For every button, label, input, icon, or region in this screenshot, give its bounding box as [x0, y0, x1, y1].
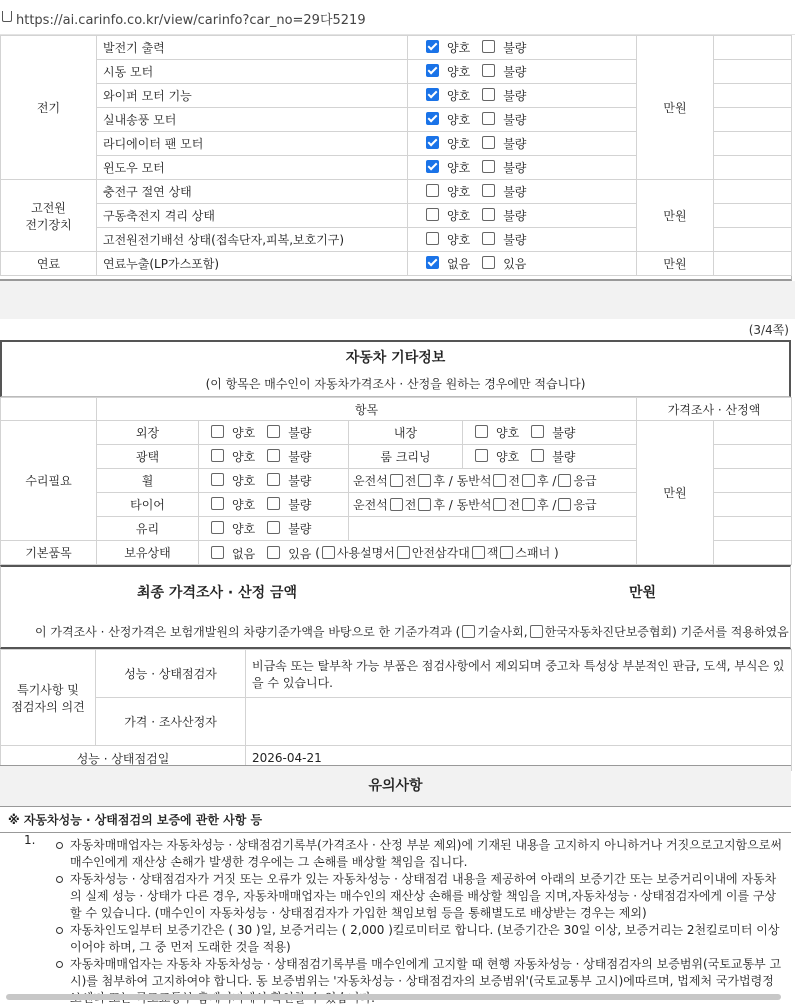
final-price-note: 이 가격조사 · 산정가격은 보험개발원의 차량기준가액을 바탕으로 한 기준가격과 ( 기술사회, 한국자동차진단보증협회) 기준서를 적용하였음: [35, 625, 789, 639]
inspector-label: 성능 · 상태점검자: [96, 650, 246, 698]
col-header-price: 가격조사 · 산정액: [637, 398, 792, 421]
col-header-item: 항목: [97, 398, 637, 421]
item-label: 실내송풍 모터: [97, 108, 408, 132]
item-label: 윈도우 모터: [97, 156, 408, 180]
appraiser-label: 가격 · 조사산정자: [96, 698, 246, 746]
category-electric: 전기: [1, 36, 97, 180]
checkbox-bad[interactable]: [531, 425, 544, 438]
checkbox-good[interactable]: [426, 184, 439, 197]
tire-position-options: 운전석 전 후 / 동반석 전 후 / 응급: [349, 493, 637, 517]
item-label: 와이퍼 모터 기능: [97, 84, 408, 108]
option-cell: 양호 불량: [408, 180, 637, 204]
table-row: 타이어 양호 불량 운전석 전 후 / 동반석 전 후 / 응급: [1, 493, 792, 517]
final-price-title: 최종 가격조사 · 산정 금액: [137, 585, 298, 601]
price-cell: [714, 445, 792, 469]
checkbox-bad[interactable]: [482, 64, 495, 77]
table-row: [1, 398, 792, 421]
browser-address-bar[interactable]: [0, 0, 795, 35]
table-row: [1, 180, 792, 204]
option-cell: 양호 불량: [408, 228, 637, 252]
final-price-section: [0, 565, 791, 649]
caution-section: [0, 765, 791, 1007]
checkbox-exist[interactable]: [267, 546, 280, 559]
repair-needed-label: 수리필요: [1, 421, 97, 541]
checkbox-good[interactable]: [211, 425, 224, 438]
price-cell: [714, 156, 792, 180]
appraiser-opinion: [246, 698, 792, 746]
item-label: 구동축전지 격리 상태: [97, 204, 408, 228]
checkbox-kadia[interactable]: [530, 625, 543, 638]
checkbox-bad[interactable]: [267, 425, 280, 438]
final-price-unit: 만원: [629, 585, 657, 601]
price-cell: [714, 108, 792, 132]
item-label: 충전구 절연 상태: [97, 180, 408, 204]
option-cell: 양호 불량: [408, 36, 637, 60]
checkbox-engineer-society[interactable]: [462, 625, 475, 638]
checkbox-good[interactable]: [475, 425, 488, 438]
basic-items-label: 기본품목: [1, 541, 97, 565]
item-label: 시동 모터: [97, 60, 408, 84]
page-number: (3/4쪽): [748, 323, 789, 337]
option-cell: 양호 불량: [408, 156, 637, 180]
item-label: 라디에이터 팬 모터: [97, 132, 408, 156]
category-high-voltage: 고전원 전기장치: [1, 180, 97, 252]
price-cell: [714, 252, 792, 276]
price-cell: [714, 469, 792, 493]
inspection-date-label: 성능 · 상태점검일: [1, 746, 246, 771]
category-fuel: 연료: [1, 252, 97, 276]
horizontal-scrollbar[interactable]: [6, 994, 781, 1000]
option-cell: 양호 불량: [408, 84, 637, 108]
checkbox-bad[interactable]: [267, 497, 280, 510]
checkbox-good[interactable]: [426, 232, 439, 245]
table-row: 수리필요 외장 양호 불량 내장 양호 불량 만원: [1, 421, 792, 445]
other-info-header: [0, 340, 791, 397]
checkbox-good[interactable]: [426, 112, 439, 125]
checkbox-good[interactable]: [211, 521, 224, 534]
price-cell: [714, 204, 792, 228]
table-row: 유리 양호 불량: [1, 517, 792, 541]
checkbox-bad[interactable]: [482, 184, 495, 197]
price-cell: [714, 180, 792, 204]
price-unit: 만원: [637, 252, 714, 276]
table-row: 광택 양호 불량 룸 크리닝 양호 불량: [1, 445, 792, 469]
checkbox-bad[interactable]: [482, 232, 495, 245]
url-text[interactable]: https://ai.carinfo.co.kr/view/carinfo?car_no=29다5219: [16, 13, 366, 28]
checkbox-good[interactable]: [426, 160, 439, 173]
other-info-section: [0, 340, 791, 771]
inspector-opinion: 비금속 또는 탈부착 가능 부품은 점검사항에서 제외되며 중고차 특성상 부분적인 판금, 도색, 부식은 있을 수 있습니다.: [246, 650, 792, 698]
checkbox-bad[interactable]: [482, 208, 495, 221]
remarks-label: 특기사항 및 점검자의 의견: [1, 650, 96, 746]
checkbox-good[interactable]: [426, 88, 439, 101]
checkbox-bad[interactable]: [482, 136, 495, 149]
price-cell: [714, 421, 792, 445]
price-cell: [714, 541, 792, 565]
checkbox-good[interactable]: [426, 40, 439, 53]
checkbox-good[interactable]: [475, 449, 488, 462]
checkbox-bad[interactable]: [267, 521, 280, 534]
price-unit: 만원: [637, 36, 714, 180]
price-cell: [714, 84, 792, 108]
checkbox-bad[interactable]: [531, 449, 544, 462]
remarks-table: [0, 649, 792, 771]
section-title: 자동차 기타정보: [345, 350, 446, 366]
wheel-position-options: 운전석 전 후 / 동반석 전 후 / 응급: [349, 469, 637, 493]
checkbox-none[interactable]: [426, 256, 439, 269]
checkbox-bad[interactable]: [482, 88, 495, 101]
option-cell: 양호 불량: [408, 108, 637, 132]
option-cell: 양호 불량: [408, 60, 637, 84]
section-subtitle: (이 항목은 매수인이 자동차가격조사 · 산정을 원하는 경우에만 적습니다): [205, 377, 586, 391]
list-item: 자동차매매업자는 자동차 자동차성능 · 상태점검기록부를 매수인에게 고지할 때 현행 자동차성능 · 상태점검자의 보증범위(국토교통부 고시)를 첨부하여 고지하여야 합니다. 동 보증범위는 '자동차성능 · 상태점검자의 보증범위'(국토교통부 고시)에따르며, 법제처 국가법령정: [0, 956, 791, 1007]
table-row: [1, 36, 792, 60]
checkbox-bad[interactable]: [267, 449, 280, 462]
table-row: 휠 양호 불량 운전석 전 후 / 동반석 전 후 / 응급: [1, 469, 792, 493]
item-label: 발전기 출력: [97, 36, 408, 60]
price-cell: [714, 517, 792, 541]
lock-icon: [2, 11, 12, 22]
price-cell: [714, 228, 792, 252]
checkbox-bad[interactable]: [482, 40, 495, 53]
caution-title: 유의사항: [0, 765, 791, 807]
table-row: [1, 650, 792, 698]
checkbox-bad[interactable]: [482, 112, 495, 125]
item-label: 연료누출(LP가스포함): [97, 252, 408, 276]
checkbox-good[interactable]: [426, 208, 439, 221]
page-gap: [0, 281, 795, 319]
checkbox-good[interactable]: [211, 449, 224, 462]
checkbox-none[interactable]: [211, 546, 224, 559]
checkbox-good[interactable]: [426, 64, 439, 77]
checkbox-good[interactable]: [211, 473, 224, 486]
table-row: 기본품목 보유상태 없음 있음 ( 사용설명서 안전삼각대 잭 스패너 ): [1, 541, 792, 565]
list-item: 자동차성능 · 상태점검자가 거짓 또는 오류가 있는 자동차성능 · 상태점검 내용을 제공하여 아래의 보증기간 또는 보증거리이내에 자동차의 실제 성능 · 상태가 다른 경우, 자동차매매업자는 매수인의 재산상 손해를 배상할 책임을 지며,자동차성능 · 상태점검자에게 이를 구상할 수 있습니다. (매수인이 자동차성능 · 상태점검자가 가입한 책임보험 등을 통해별도로 배상받는 경우는 제외): [0, 871, 791, 922]
list-item: 자동차매매업자는 자동차성능 · 상태점검기록부(가격조사 · 산정 부분 제외)에 기재된 내용을 고지하지 아니하거나 거짓으로고지함으로써 매수인에게 재산상 손해가 발생한 경우에는 그 손해를 배상할 책임을 집니다.: [0, 837, 791, 871]
option-cell: 없음 있음: [408, 252, 637, 276]
list-number: 1.: [24, 833, 36, 847]
checkbox-exist[interactable]: [482, 256, 495, 269]
price-unit: 만원: [637, 180, 714, 252]
caution-list: [0, 837, 791, 1007]
caution-section-heading: ※ 자동차성능 · 상태점검의 보증에 관한 사항 등: [0, 807, 791, 833]
table-row: [1, 698, 792, 746]
list-item: 자동차인도일부터 보증기간은 ( 30 )일, 보증거리는 ( 2,000 )킬로미터로 합니다. (보증기간은 30일 이상, 보증거리는 2천킬로미터 이상이어야 하며, 그 중 먼저 도래한 것을 적용): [0, 922, 791, 956]
checkbox-good[interactable]: [426, 136, 439, 149]
price-cell: [714, 60, 792, 84]
item-label: 고전원전기배선 상태(접속단자,피복,보호기구): [97, 228, 408, 252]
price-unit: 만원: [637, 421, 714, 565]
electrical-section: [0, 35, 792, 281]
price-cell: [714, 36, 792, 60]
price-cell: [714, 132, 792, 156]
table-row: [1, 252, 792, 276]
checkbox-bad[interactable]: [482, 160, 495, 173]
option-cell: 양호 불량: [408, 132, 637, 156]
checkbox-bad[interactable]: [267, 473, 280, 486]
inspection-date-value: 2026-04-21: [246, 746, 792, 771]
price-cell: [714, 493, 792, 517]
checkbox-good[interactable]: [211, 497, 224, 510]
basic-items-options: 없음 있음 ( 사용설명서 안전삼각대 잭 스패너 ): [199, 541, 637, 565]
option-cell: 양호 불량: [408, 204, 637, 228]
